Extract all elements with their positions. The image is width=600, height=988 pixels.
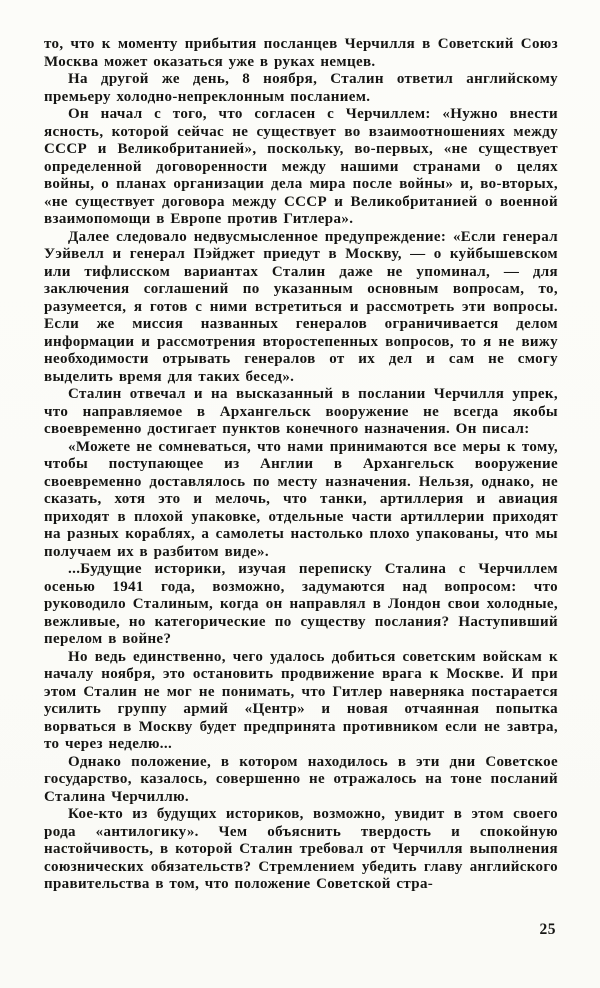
text-block — [44, 36, 558, 894]
paragraph: Но ведь единственно, чего удалось добиться советским войскам к началу ноября, это остановить продвижение врага к Москве. И при этом Сталин не мог не понимать, что Гитлер наверняка постарается усилить группу армий «Центр» и новая отчаянная попытка ворваться в Москву будет предпринята противником если не завтра, то через неделю... — [44, 648, 558, 752]
paragraph: ...Будущие историки, изучая переписку Сталина с Черчиллем осенью 1941 года, возможно, задумаются над вопросом: что руководило Сталиным, когда он направлял в Лондон свои холодные, вежливые, но категорические по существу послания? Наступивший перелом в войне? — [44, 561, 558, 647]
page-number: 25 — [539, 921, 556, 938]
paragraph: Он начал с того, что согласен с Черчиллем: «Нужно внести ясность, которой сейчас не существует во взаимоотношениях между СССР и Великобританией», поскольку, во-первых, «не существует определенной договоренности между нашими странами о целях войны, о планах организации дела мира после войны» и, во-вторых, «не существует договора между СССР и Великобританией о военной взаимопомощи в Европе против Гитлера». — [44, 106, 558, 227]
paragraph: Кое-кто из будущих историков, возможно, увидит в этом своего рода «антилогику». Чем объяснить твердость и спокойную настойчивость, в которой Сталин требовал от Черчилля выполнения союзнических обязательств? Стремлением убедить главу английского правительства в том, что положение Советской стра- — [44, 806, 558, 892]
paragraph: то, что к моменту прибытия посланцев Черчилля в Советский Союз Москва может оказаться уже в руках немцев. — [44, 36, 558, 70]
paragraph: Сталин отвечал и на высказанный в послании Черчилля упрек, что направляемое в Архангельск вооружение не всегда якобы своевременно достигает пунктов конечного назначения. Он писал: — [44, 386, 558, 437]
paragraph: Далее следовало недвусмысленное предупреждение: «Если генерал Уэйвелл и генерал Пэйджет приедут в Москву, — о куйбышевском или тифлисском вариантах Сталин даже не упоминал, — для заключения соглашений по указанным основным вопросам, то, разумеется, я готов с ними встретиться и рассмотреть эти вопросы. Если же миссия названных генералов ограничивается делом информации и рассмотрения второстепенных вопросов, то я не вижу необходимости отрывать генералов от их дел и сам не смогу выделить время для таких бесед». — [44, 228, 558, 385]
paragraph: Однако положение, в котором находилось в эти дни Советское государство, казалось, совершенно не отражалось на тоне посланий Сталина Черчиллю. — [44, 753, 558, 805]
paragraph: На другой же день, 8 ноября, Сталин ответил английскому премьеру холодно-непреклонным посланием. — [44, 71, 558, 105]
paragraph: «Можете не сомневаться, что нами принимаются все меры к тому, чтобы поступающее из Англии в Архангельск вооружение своевременно доставлялось по месту назначения. Нельзя, однако, не сказать, хотя это и мелочь, что танки, артиллерия и авиация приходят в плохой упаковке, отдельные части артиллерии приходят на разных кораблях, а самолеты настолько плохо упакованы, что мы получаем их в разбитом виде». — [44, 438, 558, 560]
